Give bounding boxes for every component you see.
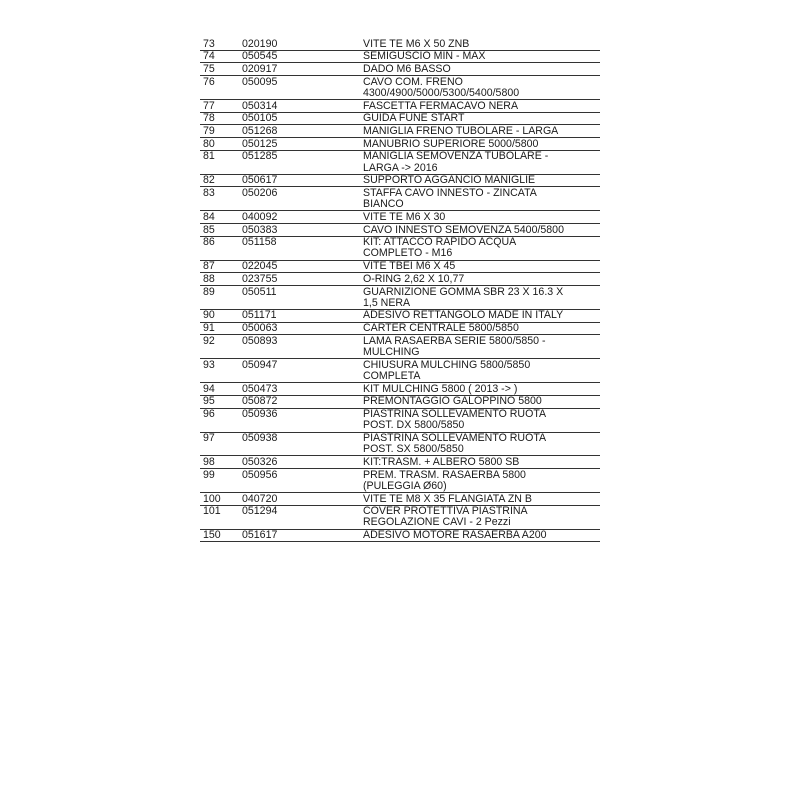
part-description-line: VITE TE M6 X 30 bbox=[363, 210, 446, 223]
part-description-line: COVER PROTETTIVA PIASTRINA bbox=[363, 505, 528, 518]
part-code: 050947 bbox=[242, 358, 278, 371]
part-description bbox=[363, 360, 600, 382]
part-number: 150 bbox=[203, 529, 221, 542]
part-description bbox=[363, 433, 600, 455]
part-description-line: LAMA RASAERBA SERIE 5800/5850 - bbox=[363, 334, 546, 347]
part-description bbox=[363, 274, 600, 285]
table-row bbox=[200, 286, 600, 310]
part-description bbox=[363, 139, 600, 150]
part-description-line: DADO M6 BASSO bbox=[363, 62, 451, 75]
part-code: 020190 bbox=[242, 37, 278, 50]
part-number: 90 bbox=[203, 309, 215, 322]
part-number: 93 bbox=[203, 358, 215, 371]
part-number: 97 bbox=[203, 432, 215, 444]
part-description-line: COMPLETO - M16 bbox=[363, 247, 453, 260]
part-description-line: MANIGLIA SEMOVENZA TUBOLARE - bbox=[363, 150, 549, 163]
part-number: 92 bbox=[203, 334, 215, 347]
part-code: 040720 bbox=[242, 492, 278, 505]
table-row bbox=[200, 383, 600, 396]
table-row bbox=[200, 113, 600, 126]
part-description-line: PREM. TRASM. RASAERBA 5800 bbox=[363, 468, 526, 481]
part-description-line: KIT: ATTACCO RAPIDO ACQUA bbox=[363, 236, 517, 249]
part-code: 050326 bbox=[242, 455, 278, 468]
part-description-line: GUIDA FUNE START bbox=[363, 112, 465, 125]
part-description-line: LARGA -> 2016 bbox=[363, 161, 438, 174]
part-code: 020917 bbox=[242, 62, 278, 75]
part-code: 050893 bbox=[242, 334, 278, 347]
table-row bbox=[200, 506, 600, 530]
part-description bbox=[363, 506, 600, 528]
part-description-line: MANIGLIA FRENO TUBOLARE - LARGA bbox=[363, 124, 559, 137]
part-description-line: PREMONTAGGIO GALOPPINO 5800 bbox=[363, 395, 542, 408]
part-number: 80 bbox=[203, 137, 215, 150]
part-number: 98 bbox=[203, 455, 215, 468]
part-description bbox=[363, 126, 600, 137]
part-description bbox=[363, 51, 600, 62]
table-row bbox=[200, 469, 600, 493]
part-description-line: MULCHING bbox=[363, 346, 420, 359]
part-code: 051285 bbox=[242, 150, 278, 163]
part-code: 051171 bbox=[242, 309, 277, 322]
part-description bbox=[363, 396, 600, 407]
part-description bbox=[363, 494, 600, 505]
part-number: 88 bbox=[203, 272, 215, 285]
table-row bbox=[200, 187, 600, 211]
part-code: 023755 bbox=[242, 272, 278, 285]
part-number: 86 bbox=[203, 236, 215, 249]
part-description bbox=[363, 151, 600, 173]
part-description bbox=[363, 336, 600, 358]
part-description bbox=[363, 470, 600, 492]
table-row bbox=[200, 433, 600, 457]
table-row bbox=[200, 493, 600, 506]
table-row bbox=[200, 175, 600, 188]
part-code: 022045 bbox=[242, 260, 278, 273]
part-number: 83 bbox=[203, 186, 215, 199]
part-description bbox=[363, 113, 600, 124]
part-description-line: POST. DX 5800/5850 bbox=[363, 419, 465, 432]
table-row bbox=[200, 530, 600, 543]
table-row bbox=[200, 396, 600, 409]
part-number: 101 bbox=[203, 505, 221, 518]
part-description bbox=[363, 188, 600, 210]
part-description-line: (PULEGGIA Ø60) bbox=[363, 479, 447, 492]
part-description-line: CAVO INNESTO SEMOVENZA 5400/5800 bbox=[363, 223, 564, 236]
table-row bbox=[200, 237, 600, 261]
table-row bbox=[200, 224, 600, 237]
table-row bbox=[200, 273, 600, 286]
part-code: 050956 bbox=[242, 468, 278, 481]
part-code: 050206 bbox=[242, 186, 278, 199]
part-description bbox=[363, 64, 600, 75]
part-description bbox=[363, 39, 600, 50]
part-description bbox=[363, 384, 600, 395]
part-number: 89 bbox=[203, 285, 215, 298]
table-row bbox=[200, 335, 600, 359]
part-code: 050473 bbox=[242, 382, 278, 395]
part-description-line: REGOLAZIONE CAVI - 2 Pezzi bbox=[363, 516, 511, 529]
part-description bbox=[363, 323, 600, 334]
part-code: 050314 bbox=[242, 99, 278, 112]
part-description-line: ADESIVO MOTORE RASAERBA A200 bbox=[363, 529, 547, 542]
part-number: 94 bbox=[203, 382, 215, 395]
table-row bbox=[200, 138, 600, 151]
part-number: 85 bbox=[203, 223, 215, 236]
part-code: 050617 bbox=[242, 174, 278, 187]
part-description bbox=[363, 310, 600, 321]
part-description-line: SUPPORTO AGGANCIO MANIGLIE bbox=[363, 174, 536, 187]
part-description-line: O-RING 2,62 X 10,77 bbox=[363, 272, 465, 285]
part-code: 051617 bbox=[242, 529, 278, 542]
part-description bbox=[363, 175, 600, 186]
table-row bbox=[200, 456, 600, 469]
part-code: 050872 bbox=[242, 395, 278, 408]
part-description-line: STAFFA CAVO INNESTO - ZINCATA bbox=[363, 186, 537, 199]
part-description-line: FASCETTA FERMACAVO NERA bbox=[363, 99, 519, 112]
table-row bbox=[200, 125, 600, 138]
part-description-line: CHIUSURA MULCHING 5800/5850 bbox=[363, 358, 531, 371]
part-number: 75 bbox=[203, 62, 215, 75]
part-description-line: MANUBRIO SUPERIORE 5000/5800 bbox=[363, 137, 539, 150]
part-code: 050383 bbox=[242, 223, 278, 236]
part-code: 050936 bbox=[242, 408, 278, 421]
part-number: 79 bbox=[203, 124, 215, 137]
part-number: 81 bbox=[203, 150, 215, 163]
part-number: 73 bbox=[203, 37, 215, 50]
part-description bbox=[363, 101, 600, 112]
part-number: 76 bbox=[203, 75, 215, 88]
part-code: 050063 bbox=[242, 322, 278, 335]
part-description-line: VITE TE M6 X 50 ZNB bbox=[363, 37, 470, 50]
part-description bbox=[363, 409, 600, 431]
part-code: 051268 bbox=[242, 124, 278, 137]
part-number: 100 bbox=[203, 492, 221, 505]
table-row bbox=[200, 51, 600, 64]
table-row bbox=[200, 100, 600, 113]
table-row bbox=[200, 261, 600, 274]
part-description bbox=[363, 287, 600, 309]
part-description-line: PIASTRINA SOLLEVAMENTO RUOTA bbox=[363, 432, 547, 444]
table-row bbox=[200, 38, 600, 51]
part-description-line: 4300/4900/5000/5300/5400/5800 bbox=[363, 86, 520, 99]
part-description bbox=[363, 225, 600, 236]
part-number: 91 bbox=[203, 322, 215, 335]
part-number: 74 bbox=[203, 50, 215, 63]
part-number: 87 bbox=[203, 260, 215, 273]
part-description-line: KIT:TRASM. + ALBERO 5800 SB bbox=[363, 455, 520, 468]
table-row bbox=[200, 151, 600, 175]
part-code: 050105 bbox=[242, 112, 278, 125]
part-number: 77 bbox=[203, 99, 215, 112]
part-description-line: BIANCO bbox=[363, 198, 404, 211]
part-number: 95 bbox=[203, 395, 215, 408]
part-code: 050095 bbox=[242, 75, 278, 88]
part-number: 82 bbox=[203, 174, 215, 187]
part-description bbox=[363, 530, 600, 541]
part-description bbox=[363, 457, 600, 468]
part-description-line: GUARNIZIONE GOMMA SBR 23 X 16.3 X bbox=[363, 285, 564, 298]
part-number: 99 bbox=[203, 468, 215, 481]
part-number: 96 bbox=[203, 408, 215, 421]
part-number: 78 bbox=[203, 112, 215, 125]
part-code: 040092 bbox=[242, 210, 278, 223]
part-description-line: KIT MULCHING 5800 ( 2013 -> ) bbox=[363, 382, 518, 395]
part-code: 051158 bbox=[242, 236, 277, 249]
part-description bbox=[363, 261, 600, 272]
part-description-line: CAVO COM. FRENO bbox=[363, 75, 463, 88]
part-description-line: SEMIGUSCIO MIN - MAX bbox=[363, 50, 486, 63]
part-description bbox=[363, 237, 600, 259]
part-code: 050511 bbox=[242, 285, 277, 298]
parts-list bbox=[200, 38, 600, 542]
table-row bbox=[200, 211, 600, 224]
part-code: 050125 bbox=[242, 137, 278, 150]
part-description-line: VITE TBEI M6 X 45 bbox=[363, 260, 456, 273]
part-description-line: 1,5 NERA bbox=[363, 296, 411, 309]
table-row bbox=[200, 323, 600, 336]
part-description-line: ADESIVO RETTANGOLO MADE IN ITALY bbox=[363, 309, 564, 322]
part-code: 050938 bbox=[242, 432, 278, 444]
part-code: 051294 bbox=[242, 505, 278, 518]
part-code: 050545 bbox=[242, 50, 278, 63]
part-number: 84 bbox=[203, 210, 215, 223]
part-description-line: CARTER CENTRALE 5800/5850 bbox=[363, 322, 519, 335]
part-description bbox=[363, 77, 600, 99]
table-row bbox=[200, 63, 600, 76]
part-description bbox=[363, 212, 600, 223]
table-row bbox=[200, 310, 600, 323]
table-row bbox=[200, 76, 600, 100]
part-description-line: VITE TE M8 X 35 FLANGIATA ZN B bbox=[363, 492, 532, 505]
part-description-line: COMPLETA bbox=[363, 369, 421, 382]
table-row bbox=[200, 409, 600, 433]
table-row bbox=[200, 359, 600, 383]
part-description-line: PIASTRINA SOLLEVAMENTO RUOTA bbox=[363, 408, 547, 421]
part-description-line: POST. SX 5800/5850 bbox=[363, 443, 464, 456]
